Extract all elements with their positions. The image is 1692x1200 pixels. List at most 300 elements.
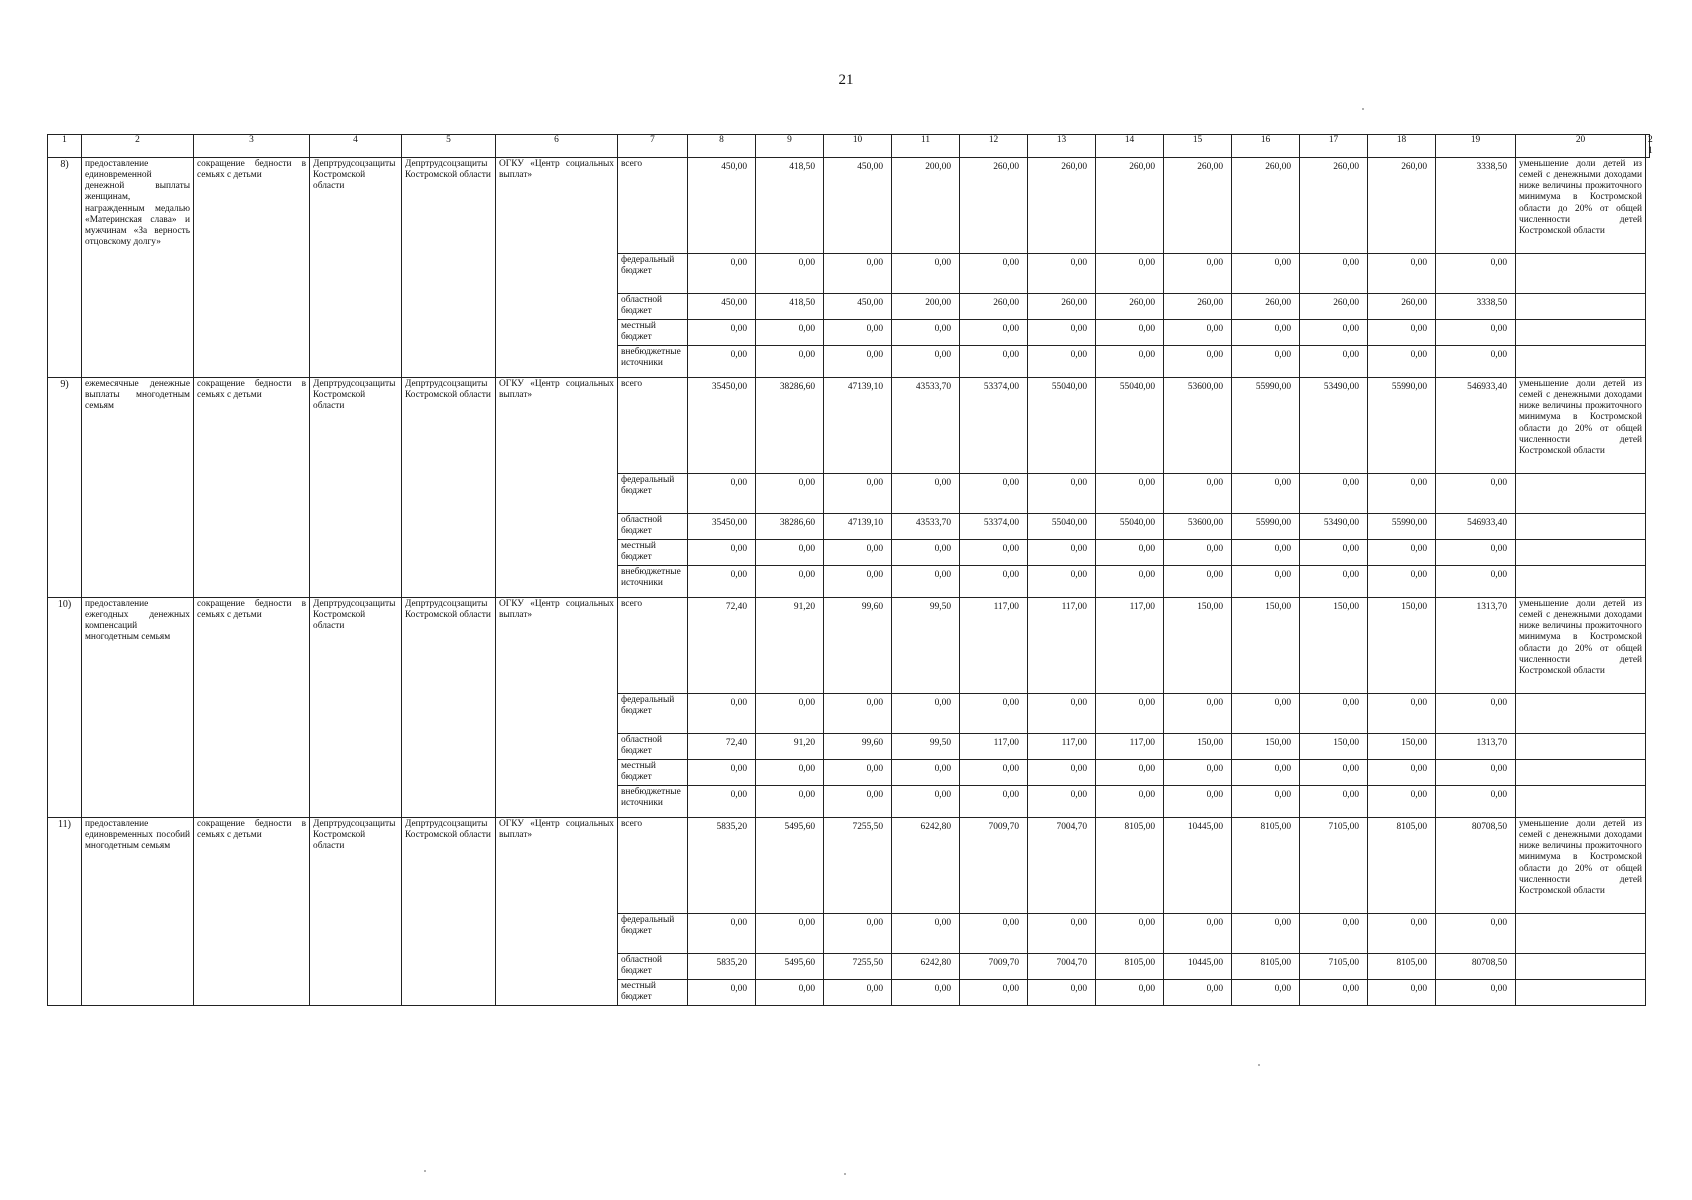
- amount-cell: 53600,00: [1164, 514, 1232, 540]
- amount-cell: 5495,60: [756, 818, 824, 914]
- amount-cell: 0,00: [1164, 694, 1232, 734]
- amount-cell: 0,00: [1436, 786, 1516, 818]
- empty-result-cell: [1516, 474, 1646, 514]
- amount-cell: 0,00: [1436, 254, 1516, 294]
- amount-cell: 0,00: [1028, 694, 1096, 734]
- amount-cell: 80708,50: [1436, 954, 1516, 980]
- amount-cell: 55040,00: [1028, 514, 1096, 540]
- column-number: 1: [48, 135, 82, 158]
- amount-cell: 0,00: [688, 474, 756, 514]
- amount-cell: 0,00: [1300, 786, 1368, 818]
- amount-cell: 7105,00: [1300, 818, 1368, 914]
- expected-result: уменьшение доли детей из семей с денежными доходами ниже величины прожиточного минимума в Костромской области до 20% от общей численности детей Костромской области: [1516, 598, 1646, 694]
- amount-cell: 0,00: [1232, 540, 1300, 566]
- amount-cell: 99,50: [892, 734, 960, 760]
- amount-cell: 0,00: [824, 474, 892, 514]
- column-number: 19: [1436, 135, 1516, 158]
- amount-cell: 0,00: [1436, 914, 1516, 954]
- measure-name: предоставление ежегодных денежных компенсаций многодетным семьям: [82, 598, 194, 818]
- column-number: 6: [496, 135, 618, 158]
- amount-cell: 0,00: [756, 914, 824, 954]
- funding-source: всего: [618, 158, 688, 254]
- responsible-org: Депртрудсоцзащиты Костромской области: [310, 378, 402, 598]
- amount-cell: 0,00: [1096, 540, 1164, 566]
- amount-cell: 260,00: [1232, 158, 1300, 254]
- column-number: 21: [1646, 135, 1650, 158]
- responsible-org: Депртрудсоцзащиты Костромской области: [310, 818, 402, 1006]
- amount-cell: 0,00: [1028, 540, 1096, 566]
- table-row: [48, 158, 1650, 254]
- amount-cell: 0,00: [824, 346, 892, 378]
- amount-cell: 0,00: [1096, 786, 1164, 818]
- empty-result-cell: [1516, 694, 1646, 734]
- executor-org: ОГКУ «Центр социальных выплат»: [496, 598, 618, 818]
- amount-cell: 0,00: [1028, 346, 1096, 378]
- amount-cell: 0,00: [688, 694, 756, 734]
- amount-cell: 0,00: [1300, 254, 1368, 294]
- amount-cell: 117,00: [1028, 598, 1096, 694]
- empty-result-cell: [1516, 346, 1646, 378]
- amount-cell: 260,00: [960, 158, 1028, 254]
- amount-cell: 0,00: [1232, 254, 1300, 294]
- amount-cell: 35450,00: [688, 378, 756, 474]
- amount-cell: 0,00: [1096, 914, 1164, 954]
- amount-cell: 53600,00: [1164, 378, 1232, 474]
- measure-goal: сокращение бедности в семьях с детьми: [194, 598, 310, 818]
- amount-cell: 80708,50: [1436, 818, 1516, 914]
- amount-cell: 0,00: [824, 320, 892, 346]
- item-number: 10): [48, 598, 82, 818]
- column-number: 20: [1516, 135, 1646, 158]
- amount-cell: 0,00: [824, 980, 892, 1006]
- empty-result-cell: [1516, 760, 1646, 786]
- amount-cell: 450,00: [824, 158, 892, 254]
- amount-cell: 0,00: [688, 760, 756, 786]
- amount-cell: 0,00: [960, 980, 1028, 1006]
- amount-cell: 0,00: [824, 566, 892, 598]
- measure-name: предоставление единовременной денежной выплаты женщинам, награжденным медалью «Материнская слава» и мужчинам «За верность отцовскому долгу»: [82, 158, 194, 378]
- amount-cell: 0,00: [892, 694, 960, 734]
- amount-cell: 450,00: [824, 294, 892, 320]
- amount-cell: 0,00: [756, 474, 824, 514]
- empty-result-cell: [1516, 540, 1646, 566]
- amount-cell: 0,00: [756, 786, 824, 818]
- amount-cell: 0,00: [688, 914, 756, 954]
- amount-cell: 0,00: [688, 254, 756, 294]
- amount-cell: 0,00: [1096, 346, 1164, 378]
- amount-cell: 0,00: [1368, 566, 1436, 598]
- amount-cell: 8105,00: [1368, 818, 1436, 914]
- amount-cell: 7009,70: [960, 818, 1028, 914]
- amount-cell: 0,00: [1096, 980, 1164, 1006]
- co-executor-org: Депртрудсоцзащиты Костромской области: [402, 598, 496, 818]
- amount-cell: 150,00: [1232, 734, 1300, 760]
- amount-cell: 0,00: [1436, 694, 1516, 734]
- amount-cell: 260,00: [1096, 158, 1164, 254]
- amount-cell: 7004,70: [1028, 818, 1096, 914]
- amount-cell: 260,00: [1368, 294, 1436, 320]
- amount-cell: 260,00: [960, 294, 1028, 320]
- amount-cell: 0,00: [756, 254, 824, 294]
- amount-cell: 260,00: [1232, 294, 1300, 320]
- amount-cell: 0,00: [1300, 540, 1368, 566]
- amount-cell: 0,00: [1164, 980, 1232, 1006]
- amount-cell: 53374,00: [960, 378, 1028, 474]
- amount-cell: 0,00: [1028, 254, 1096, 294]
- amount-cell: 91,20: [756, 598, 824, 694]
- funding-source: областной бюджет: [618, 954, 688, 980]
- funding-source: внебюджетные источники: [618, 346, 688, 378]
- funding-source: всего: [618, 378, 688, 474]
- expected-result: уменьшение доли детей из семей с денежными доходами ниже величины прожиточного минимума в Костромской области до 20% от общей численности детей Костромской области: [1516, 158, 1646, 254]
- empty-result-cell: [1516, 954, 1646, 980]
- amount-cell: 0,00: [1232, 914, 1300, 954]
- amount-cell: 91,20: [756, 734, 824, 760]
- amount-cell: 0,00: [1368, 980, 1436, 1006]
- executor-org: ОГКУ «Центр социальных выплат»: [496, 818, 618, 1006]
- amount-cell: 0,00: [1300, 914, 1368, 954]
- amount-cell: 418,50: [756, 158, 824, 254]
- amount-cell: 7255,50: [824, 954, 892, 980]
- funding-source: федеральный бюджет: [618, 254, 688, 294]
- table-row: [48, 818, 1650, 914]
- amount-cell: 99,60: [824, 734, 892, 760]
- amount-cell: 150,00: [1368, 734, 1436, 760]
- scan-speck: [844, 1173, 846, 1175]
- funding-source: местный бюджет: [618, 320, 688, 346]
- amount-cell: 117,00: [960, 734, 1028, 760]
- amount-cell: 7004,70: [1028, 954, 1096, 980]
- amount-cell: 0,00: [688, 566, 756, 598]
- amount-cell: 0,00: [960, 320, 1028, 346]
- amount-cell: 0,00: [1096, 474, 1164, 514]
- amount-cell: 0,00: [1164, 346, 1232, 378]
- responsible-org: Депртрудсоцзащиты Костромской области: [310, 158, 402, 378]
- table-row: [48, 598, 1650, 694]
- amount-cell: 0,00: [1368, 254, 1436, 294]
- column-number: 14: [1096, 135, 1164, 158]
- amount-cell: 0,00: [1368, 760, 1436, 786]
- empty-result-cell: [1516, 514, 1646, 540]
- amount-cell: 0,00: [756, 694, 824, 734]
- responsible-org: Депртрудсоцзащиты Костромской области: [310, 598, 402, 818]
- amount-cell: 150,00: [1368, 598, 1436, 694]
- amount-cell: 53490,00: [1300, 378, 1368, 474]
- empty-result-cell: [1516, 294, 1646, 320]
- funding-source: федеральный бюджет: [618, 694, 688, 734]
- amount-cell: 0,00: [824, 760, 892, 786]
- amount-cell: 8105,00: [1096, 954, 1164, 980]
- scan-speck: [1258, 1064, 1260, 1066]
- amount-cell: 117,00: [1096, 734, 1164, 760]
- amount-cell: 0,00: [892, 540, 960, 566]
- amount-cell: 0,00: [1436, 566, 1516, 598]
- page-number: 21: [838, 72, 854, 88]
- amount-cell: 0,00: [1096, 320, 1164, 346]
- column-number: 15: [1164, 135, 1232, 158]
- amount-cell: 260,00: [1028, 158, 1096, 254]
- amount-cell: 260,00: [1096, 294, 1164, 320]
- measure-goal: сокращение бедности в семьях с детьми: [194, 158, 310, 378]
- amount-cell: 0,00: [1436, 346, 1516, 378]
- amount-cell: 0,00: [1164, 540, 1232, 566]
- amount-cell: 3338,50: [1436, 294, 1516, 320]
- amount-cell: 0,00: [688, 346, 756, 378]
- amount-cell: 0,00: [960, 540, 1028, 566]
- amount-cell: 0,00: [1368, 914, 1436, 954]
- amount-cell: 0,00: [1300, 474, 1368, 514]
- amount-cell: 418,50: [756, 294, 824, 320]
- amount-cell: 0,00: [824, 786, 892, 818]
- amount-cell: 38286,60: [756, 378, 824, 474]
- amount-cell: 546933,40: [1436, 378, 1516, 474]
- amount-cell: 0,00: [756, 566, 824, 598]
- empty-result-cell: [1516, 734, 1646, 760]
- measure-goal: сокращение бедности в семьях с детьми: [194, 818, 310, 1006]
- amount-cell: 55040,00: [1028, 378, 1096, 474]
- amount-cell: 0,00: [1368, 346, 1436, 378]
- column-number: 8: [688, 135, 756, 158]
- amount-cell: 0,00: [1028, 474, 1096, 514]
- amount-cell: 0,00: [892, 760, 960, 786]
- amount-cell: 260,00: [1028, 294, 1096, 320]
- column-number: 16: [1232, 135, 1300, 158]
- amount-cell: 0,00: [1368, 320, 1436, 346]
- amount-cell: 0,00: [1368, 694, 1436, 734]
- amount-cell: 0,00: [960, 914, 1028, 954]
- amount-cell: 0,00: [1028, 760, 1096, 786]
- amount-cell: 0,00: [1436, 980, 1516, 1006]
- column-number: 13: [1028, 135, 1096, 158]
- amount-cell: 0,00: [1368, 786, 1436, 818]
- amount-cell: 0,00: [1164, 760, 1232, 786]
- column-number: 7: [618, 135, 688, 158]
- amount-cell: 0,00: [960, 254, 1028, 294]
- funding-source: местный бюджет: [618, 980, 688, 1006]
- amount-cell: 117,00: [1096, 598, 1164, 694]
- table-body: [48, 135, 1653, 1006]
- amount-cell: 0,00: [1028, 980, 1096, 1006]
- amount-cell: 260,00: [1164, 158, 1232, 254]
- amount-cell: 117,00: [960, 598, 1028, 694]
- amount-cell: 0,00: [1232, 786, 1300, 818]
- amount-cell: 0,00: [688, 980, 756, 1006]
- amount-cell: 5835,20: [688, 954, 756, 980]
- amount-cell: 10445,00: [1164, 818, 1232, 914]
- amount-cell: 150,00: [1300, 598, 1368, 694]
- amount-cell: 35450,00: [688, 514, 756, 540]
- amount-cell: 0,00: [756, 320, 824, 346]
- header-row: [48, 135, 1650, 158]
- amount-cell: 546933,40: [1436, 514, 1516, 540]
- amount-cell: 450,00: [688, 158, 756, 254]
- amount-cell: 1313,70: [1436, 734, 1516, 760]
- amount-cell: 7255,50: [824, 818, 892, 914]
- amount-cell: 0,00: [892, 320, 960, 346]
- co-executor-org: Депртрудсоцзащиты Костромской области: [402, 158, 496, 378]
- amount-cell: 5835,20: [688, 818, 756, 914]
- amount-cell: 260,00: [1300, 294, 1368, 320]
- amount-cell: 200,00: [892, 294, 960, 320]
- amount-cell: 0,00: [824, 254, 892, 294]
- item-number: 8): [48, 158, 82, 378]
- amount-cell: 0,00: [1028, 566, 1096, 598]
- funding-source: всего: [618, 598, 688, 694]
- empty-result-cell: [1516, 320, 1646, 346]
- funding-source: внебюджетные источники: [618, 566, 688, 598]
- amount-cell: 0,00: [688, 786, 756, 818]
- amount-cell: 0,00: [1232, 980, 1300, 1006]
- amount-cell: 0,00: [892, 566, 960, 598]
- empty-result-cell: [1516, 786, 1646, 818]
- empty-result-cell: [1516, 254, 1646, 294]
- amount-cell: 1313,70: [1436, 598, 1516, 694]
- column-number: 18: [1368, 135, 1436, 158]
- expected-result: уменьшение доли детей из семей с денежными доходами ниже величины прожиточного минимума в Костромской области до 20% от общей численности детей Костромской области: [1516, 378, 1646, 474]
- amount-cell: 8105,00: [1232, 954, 1300, 980]
- amount-cell: 0,00: [1300, 346, 1368, 378]
- amount-cell: 7105,00: [1300, 954, 1368, 980]
- funding-source: внебюджетные источники: [618, 786, 688, 818]
- amount-cell: 0,00: [1096, 760, 1164, 786]
- amount-cell: 0,00: [1368, 474, 1436, 514]
- amount-cell: 260,00: [1368, 158, 1436, 254]
- amount-cell: 55990,00: [1368, 514, 1436, 540]
- amount-cell: 55990,00: [1368, 378, 1436, 474]
- measure-name: ежемесячные денежные выплаты многодетным семьям: [82, 378, 194, 598]
- amount-cell: 0,00: [892, 474, 960, 514]
- amount-cell: 0,00: [1368, 540, 1436, 566]
- amount-cell: 0,00: [1232, 320, 1300, 346]
- amount-cell: 0,00: [1232, 760, 1300, 786]
- column-number: 10: [824, 135, 892, 158]
- amount-cell: 150,00: [1164, 598, 1232, 694]
- amount-cell: 3338,50: [1436, 158, 1516, 254]
- table-row: [48, 378, 1650, 474]
- amount-cell: 38286,60: [756, 514, 824, 540]
- amount-cell: 0,00: [756, 760, 824, 786]
- amount-cell: 0,00: [892, 786, 960, 818]
- amount-cell: 43533,70: [892, 378, 960, 474]
- amount-cell: 43533,70: [892, 514, 960, 540]
- amount-cell: 150,00: [1232, 598, 1300, 694]
- amount-cell: 0,00: [756, 540, 824, 566]
- column-number: 3: [194, 135, 310, 158]
- amount-cell: 0,00: [1164, 566, 1232, 598]
- amount-cell: 10445,00: [1164, 954, 1232, 980]
- amount-cell: 260,00: [1164, 294, 1232, 320]
- measure-goal: сокращение бедности в семьях с детьми: [194, 378, 310, 598]
- amount-cell: 72,40: [688, 734, 756, 760]
- amount-cell: 0,00: [688, 320, 756, 346]
- amount-cell: 6242,80: [892, 954, 960, 980]
- amount-cell: 0,00: [892, 980, 960, 1006]
- co-executor-org: Депртрудсоцзащиты Костромской области: [402, 818, 496, 1006]
- funding-source: федеральный бюджет: [618, 474, 688, 514]
- funding-source: областной бюджет: [618, 734, 688, 760]
- executor-org: ОГКУ «Центр социальных выплат»: [496, 378, 618, 598]
- amount-cell: 0,00: [892, 914, 960, 954]
- amount-cell: 55040,00: [1096, 378, 1164, 474]
- column-number: 12: [960, 135, 1028, 158]
- amount-cell: 0,00: [1300, 980, 1368, 1006]
- empty-result-cell: [1516, 914, 1646, 954]
- amount-cell: 0,00: [960, 346, 1028, 378]
- executor-org: ОГКУ «Центр социальных выплат»: [496, 158, 618, 378]
- funding-source: областной бюджет: [618, 294, 688, 320]
- amount-cell: 0,00: [1300, 320, 1368, 346]
- column-number: 9: [756, 135, 824, 158]
- amount-cell: 0,00: [1164, 786, 1232, 818]
- amount-cell: 6242,80: [892, 818, 960, 914]
- amount-cell: 0,00: [1232, 474, 1300, 514]
- amount-cell: 0,00: [1028, 320, 1096, 346]
- amount-cell: 55990,00: [1232, 514, 1300, 540]
- expected-result: уменьшение доли детей из семей с денежными доходами ниже величины прожиточного минимума в Костромской области до 20% от общей численности детей Костромской области: [1516, 818, 1646, 914]
- amount-cell: 99,50: [892, 598, 960, 694]
- column-number: 5: [402, 135, 496, 158]
- column-number: 2: [82, 135, 194, 158]
- amount-cell: 7009,70: [960, 954, 1028, 980]
- column-number: 17: [1300, 135, 1368, 158]
- amount-cell: 0,00: [892, 254, 960, 294]
- amount-cell: 0,00: [1436, 320, 1516, 346]
- amount-cell: 0,00: [824, 914, 892, 954]
- amount-cell: 0,00: [1300, 566, 1368, 598]
- column-number: 4: [310, 135, 402, 158]
- amount-cell: 47139,10: [824, 378, 892, 474]
- amount-cell: 0,00: [1028, 914, 1096, 954]
- amount-cell: 0,00: [688, 540, 756, 566]
- amount-cell: 0,00: [756, 346, 824, 378]
- amount-cell: 450,00: [688, 294, 756, 320]
- amount-cell: 0,00: [824, 540, 892, 566]
- amount-cell: 47139,10: [824, 514, 892, 540]
- amount-cell: 0,00: [1436, 760, 1516, 786]
- item-number: 11): [48, 818, 82, 1006]
- amount-cell: 99,60: [824, 598, 892, 694]
- scan-speck: [424, 1170, 426, 1172]
- funding-source: местный бюджет: [618, 540, 688, 566]
- amount-cell: 0,00: [756, 980, 824, 1006]
- amount-cell: 0,00: [1436, 540, 1516, 566]
- amount-cell: 5495,60: [756, 954, 824, 980]
- empty-result-cell: [1516, 980, 1646, 1006]
- amount-cell: 0,00: [1164, 320, 1232, 346]
- amount-cell: 0,00: [1164, 474, 1232, 514]
- amount-cell: 0,00: [960, 474, 1028, 514]
- empty-result-cell: [1516, 566, 1646, 598]
- amount-cell: 0,00: [1300, 760, 1368, 786]
- amount-cell: 0,00: [960, 760, 1028, 786]
- amount-cell: 117,00: [1028, 734, 1096, 760]
- amount-cell: 0,00: [1028, 786, 1096, 818]
- amount-cell: 8105,00: [1096, 818, 1164, 914]
- amount-cell: 0,00: [1232, 566, 1300, 598]
- amount-cell: 0,00: [1164, 254, 1232, 294]
- amount-cell: 150,00: [1164, 734, 1232, 760]
- amount-cell: 0,00: [1232, 346, 1300, 378]
- amount-cell: 0,00: [1096, 694, 1164, 734]
- amount-cell: 0,00: [960, 566, 1028, 598]
- budget-table: [47, 134, 1653, 1006]
- amount-cell: 0,00: [1232, 694, 1300, 734]
- amount-cell: 260,00: [1300, 158, 1368, 254]
- amount-cell: 0,00: [1164, 914, 1232, 954]
- amount-cell: 8105,00: [1232, 818, 1300, 914]
- amount-cell: 55040,00: [1096, 514, 1164, 540]
- funding-source: федеральный бюджет: [618, 914, 688, 954]
